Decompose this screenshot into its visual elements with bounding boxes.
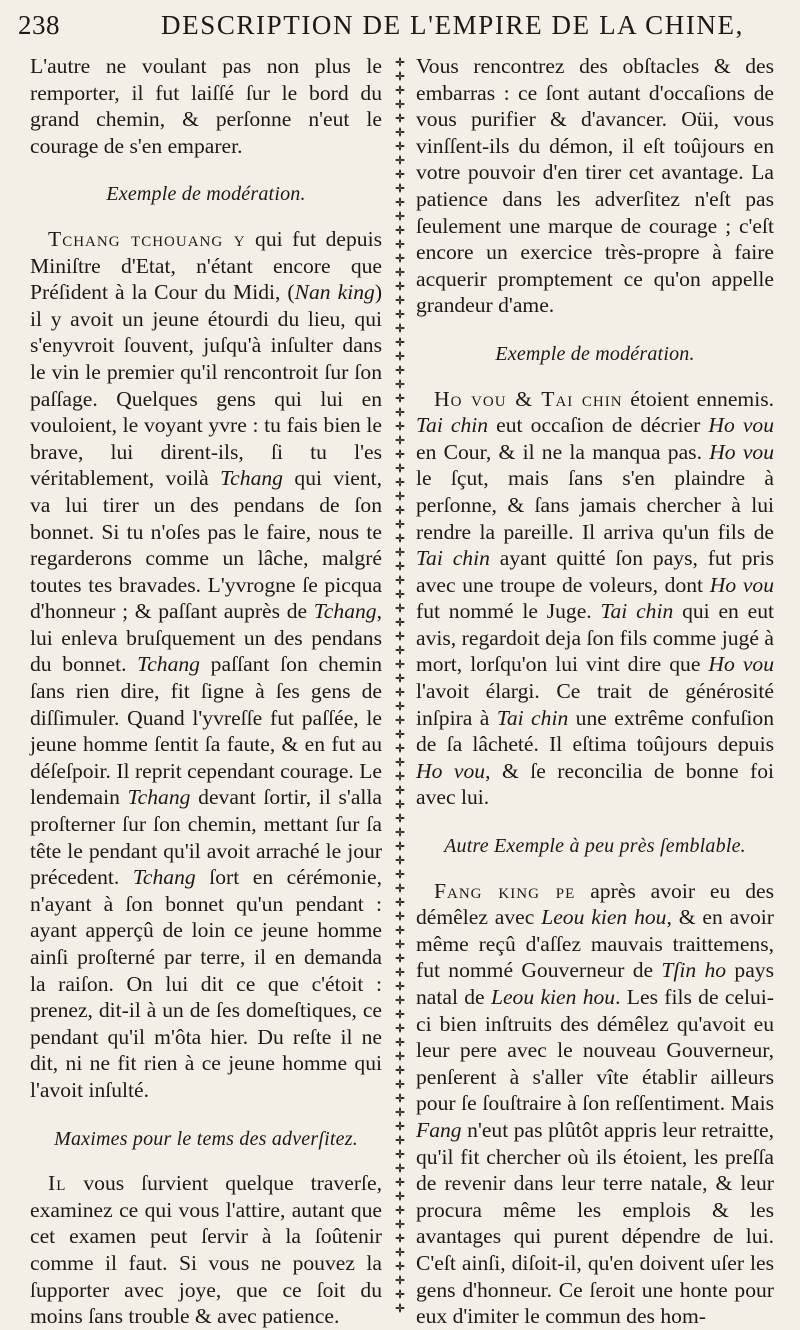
fleuron-glyph bbox=[395, 519, 405, 529]
fleuron-glyph bbox=[395, 1121, 405, 1131]
fleuron-glyph bbox=[395, 421, 405, 431]
fleuron-glyph bbox=[395, 225, 405, 235]
fleuron-glyph bbox=[395, 869, 405, 879]
fleuron-glyph bbox=[395, 1261, 405, 1271]
paragraph: L'autre ne voulant pas non plus le remporter, il fut laiſſé ſur le bord du grand chemin, & perſonne n'eut le courage de s'en emparer. bbox=[30, 54, 382, 158]
fleuron-glyph bbox=[395, 1023, 405, 1033]
fleuron-glyph bbox=[395, 169, 405, 179]
fleuron-glyph bbox=[395, 1037, 405, 1047]
proper-name: Ho vou bbox=[709, 572, 775, 597]
fleuron-glyph bbox=[395, 981, 405, 991]
fleuron-glyph bbox=[395, 701, 405, 711]
section-heading: Exemple de modération. bbox=[106, 183, 306, 206]
fleuron-glyph bbox=[395, 631, 405, 641]
proper-name: Tſin ho bbox=[661, 958, 727, 983]
paragraph: Vous rencontrez des obſtacles & des embarras : ce ſont autant d'occaſions de vous purifier & d'avancer. Oüi, vous vinſſent-ils du démon, il eſt toûjours en votre pouvoir d'en tirer cet avantage. La patience dans les adverſitez n'eſt pas ſeulement une marque de courage ; c'eſt encore un exercice très-propre à faire acquerir promptement ce qu'on appelle grandeur d'ame. bbox=[416, 54, 774, 318]
fleuron-glyph bbox=[395, 127, 405, 137]
fleuron-glyph bbox=[395, 1177, 405, 1187]
fleuron-glyph bbox=[395, 1205, 405, 1215]
fleuron-glyph bbox=[395, 603, 405, 613]
proper-name: Tchang bbox=[132, 865, 196, 890]
fleuron-glyph bbox=[395, 561, 405, 571]
fleuron-glyph bbox=[395, 953, 405, 963]
fleuron-glyph bbox=[395, 281, 405, 291]
proper-name: Ho vou bbox=[708, 652, 774, 677]
proper-name: Tchang bbox=[313, 599, 377, 624]
proper-name: Ho vou bbox=[709, 439, 774, 464]
fleuron-glyph bbox=[395, 309, 405, 319]
fleuron-glyph bbox=[395, 673, 405, 683]
proper-name: Leou kien hou bbox=[490, 985, 616, 1009]
fleuron-glyph bbox=[395, 155, 405, 165]
fleuron-glyph bbox=[395, 771, 405, 781]
fleuron-glyph bbox=[395, 239, 405, 249]
proper-name: Tchang bbox=[220, 466, 283, 491]
proper-name: Leou kien hou bbox=[541, 905, 667, 930]
page-number: 238 bbox=[18, 10, 60, 40]
fleuron-glyph bbox=[395, 589, 405, 599]
proper-name: Fang bbox=[416, 1117, 462, 1142]
fleuron-glyph bbox=[395, 911, 405, 921]
fleuron-glyph bbox=[395, 939, 405, 949]
lead-words: Il bbox=[48, 1171, 67, 1196]
fleuron-glyph bbox=[395, 1065, 405, 1075]
fleuron-glyph bbox=[395, 547, 405, 557]
fleuron-glyph bbox=[395, 449, 405, 459]
fleuron-glyph bbox=[395, 1275, 405, 1285]
fleuron-glyph bbox=[395, 57, 405, 67]
page-header bbox=[18, 10, 782, 50]
fleuron-glyph bbox=[395, 351, 405, 361]
fleuron-glyph bbox=[395, 407, 405, 417]
fleuron-glyph bbox=[395, 533, 405, 543]
fleuron-glyph bbox=[395, 1163, 405, 1173]
right-column bbox=[416, 53, 775, 1329]
fleuron-glyph bbox=[395, 1247, 405, 1257]
fleuron-glyph bbox=[395, 1107, 405, 1117]
fleuron-glyph bbox=[395, 435, 405, 445]
running-title: DESCRIPTION DE L'EMPIRE DE LA CHINE, bbox=[161, 10, 744, 40]
fleuron-glyph bbox=[395, 575, 405, 585]
fleuron-glyph bbox=[395, 365, 405, 375]
proper-name: Tai chin bbox=[600, 599, 674, 624]
paragraph: Ho vou & Tai chin étoient ennemis. Tai chin eut occaſion de décrier Ho vou en Cour, & il ne la manqua pas. Ho vou le ſçut, mais ſans s'en plaindre à perſonne, & ſans jamais chercher à lui rendre la pareille. Il arriva qu'un fils de Tai chin ayant quitté ſon pays, fut pris avec une troupe de voleurs, dont Ho vou fut nommé le Juge. Tai chin qui en eut avis, regardoit deja ſon fils comme jugé à mort, lorſqu'on lui vint dire que Ho vou l'avoit élargi. Ce trait de générosité inſpira à Tai chin une extrême confuſion de ſa lâcheté. Il eſtima toûjours depuis Ho vou, & ſe reconcilia de bonne foi avec lui. bbox=[416, 386, 775, 810]
fleuron-glyph bbox=[395, 379, 405, 389]
fleuron-glyph bbox=[395, 477, 405, 487]
fleuron-glyph bbox=[395, 1051, 405, 1061]
section-heading: Autre Exemple à peu près ſemblable. bbox=[444, 835, 746, 858]
proper-name: Tai chin bbox=[496, 705, 569, 730]
fleuron-glyph bbox=[395, 925, 405, 935]
fleuron-glyph bbox=[395, 617, 405, 627]
fleuron-glyph bbox=[395, 1233, 405, 1243]
fleuron-glyph bbox=[395, 687, 405, 697]
fleuron-glyph bbox=[395, 883, 405, 893]
fleuron-glyph bbox=[395, 197, 405, 207]
fleuron-glyph bbox=[395, 1303, 405, 1313]
section-heading: Exemple de modération. bbox=[495, 342, 695, 365]
fleuron-glyph bbox=[395, 99, 405, 109]
fleuron-glyph bbox=[395, 1079, 405, 1089]
fleuron-glyph bbox=[395, 71, 405, 81]
paragraph: Il vous ſurvient quelque traverſe, examinez ce qui vous l'attire, autant que cet examen peut ſervir à la ſoûtenir comme il faut. Si vous ne pouvez la ſupporter avec joye, que ce ſoit du moins ſans trouble & avec patience. bbox=[30, 1171, 382, 1329]
fleuron-glyph bbox=[395, 715, 405, 725]
fleuron-glyph bbox=[395, 995, 405, 1005]
lead-words: Fang king pe bbox=[434, 878, 576, 903]
proper-name: Ho vou bbox=[416, 758, 486, 783]
fleuron-glyph bbox=[395, 141, 405, 151]
fleuron-glyph bbox=[395, 1149, 405, 1159]
fleuron-glyph bbox=[395, 1093, 405, 1103]
fleuron-glyph bbox=[395, 967, 405, 977]
fleuron-glyph bbox=[395, 295, 405, 305]
fleuron-glyph bbox=[395, 113, 405, 123]
proper-name: Ho vou bbox=[708, 413, 775, 438]
fleuron-glyph bbox=[395, 827, 405, 837]
fleuron-glyph bbox=[395, 463, 405, 473]
fleuron-glyph bbox=[395, 393, 405, 403]
left-column bbox=[30, 53, 383, 1329]
fleuron-divider-icon bbox=[390, 50, 410, 1312]
fleuron-glyph bbox=[395, 85, 405, 95]
lead-words: Ho vou & Tai chin bbox=[434, 386, 623, 411]
fleuron-glyph bbox=[395, 799, 405, 809]
fleuron-glyph bbox=[395, 491, 405, 501]
proper-name: Tai chin bbox=[416, 546, 490, 571]
proper-name: Tai chin bbox=[416, 413, 489, 438]
fleuron-glyph bbox=[395, 211, 405, 221]
fleuron-glyph bbox=[395, 1289, 405, 1299]
fleuron-glyph bbox=[395, 645, 405, 655]
fleuron-glyph bbox=[395, 729, 405, 739]
fleuron-glyph bbox=[395, 267, 405, 277]
lead-words: Tchang tchouang y bbox=[48, 226, 246, 251]
fleuron-glyph bbox=[395, 1219, 405, 1229]
fleuron-glyph bbox=[395, 337, 405, 347]
fleuron-glyph bbox=[395, 1009, 405, 1019]
fleuron-glyph bbox=[395, 785, 405, 795]
fleuron-glyph bbox=[395, 1135, 405, 1145]
fleuron-glyph bbox=[395, 841, 405, 851]
fleuron-glyph bbox=[395, 253, 405, 263]
fleuron-glyph bbox=[395, 743, 405, 753]
proper-name: Nan king bbox=[294, 280, 375, 305]
fleuron-glyph bbox=[395, 183, 405, 193]
fleuron-glyph bbox=[395, 505, 405, 515]
section-heading: Maximes pour le tems des adverſitez. bbox=[54, 1127, 358, 1150]
fleuron-glyph bbox=[395, 1191, 405, 1201]
fleuron-glyph bbox=[395, 813, 405, 823]
fleuron-glyph bbox=[395, 323, 405, 333]
proper-name: Tchang bbox=[127, 785, 191, 810]
fleuron-glyph bbox=[395, 659, 405, 669]
paragraph: Tchang tchouang y qui fut depuis Miniſtre d'Etat, n'étant encore que Préſident à la Cour du Midi, (Nan king) il y avoit un jeune étourdi du lieu, qui s'enyvroit ſouvent, juſqu'à inſulter dans le vin le premier qu'il rencontroit ſur ſon paſſage. Quelques gens qui lui en vouloient, le voyant yvre : tu fais bien le brave, lui dirent-ils, ſi tu l'es véritablement, voilà Tchang qui vient, va lui tirer un des pendans de ſon bonnet. Si tu n'oſes pas le faire, nous te regarderons comme un lâche, malgré toutes tes bravades. L'yvrogne ſe picqua d'honneur ; & paſſant auprès de Tchang, lui enleva bruſquement un des pendans du bonnet. Tchang paſſant ſon chemin ſans rien dire, fit ſigne à ſes gens de diſſimuler. Quand l'yvreſſe fut paſſée, le jeune homme ſentit ſa faute, & en fut au déſeſpoir. Il reprit cependant courage. Le lendemain Tchang devant ſortir, il s'alla proſterner ſur ſon chemin, mettant ſur ſa tête le pendant qu'il avoit arraché le jour précedent. Tchang ſort en cérémonie, n'ayant à ſon bonnet qu'un pendant : ayant apperçû de loin ce jeune homme ainſi proſterné par terre, il en demanda la raiſon. On lui dit ce que c'étoit : prenez, dit-il à un de ſes domeſtiques, ce pendant qu'il m'ôta hier. Du reſte il ne dit, ni ne fit rien à ce jeune homme qui l'avoit inſulté. bbox=[30, 226, 383, 1102]
fleuron-glyph bbox=[395, 855, 405, 865]
proper-name: Tchang bbox=[137, 652, 200, 677]
fleuron-glyph bbox=[395, 757, 405, 767]
fleuron-glyph bbox=[395, 897, 405, 907]
paragraph: Fang king pe après avoir eu des démêlez avec Leou kien hou, & en avoir même reçû d'aſſez mauvais traittemens, fut nommé Gouverneur de Tſin ho pays natal de Leou kien hou. Les fils de celui-ci bien inſtruits des démêlez qu'avoit eu leur pere avec le nouveau Gouverneur, penſerent à s'aller vîte établir ailleurs pour ſe ſouſtraire à ſon reſſentiment. Mais Fang n'eut pas plûtôt appris leur retraitte, qu'il fit chercher où ils étoient, les preſſa de revenir dans leur terre natale, & leur procura même les emplois & les avantages qui purent dépendre de lui. C'eſt ainſi, diſoit-il, qu'en doivent uſer les gens d'honneur. Ce ſeroit une honte pour eux d'imiter le commun des hom- bbox=[416, 878, 774, 1329]
